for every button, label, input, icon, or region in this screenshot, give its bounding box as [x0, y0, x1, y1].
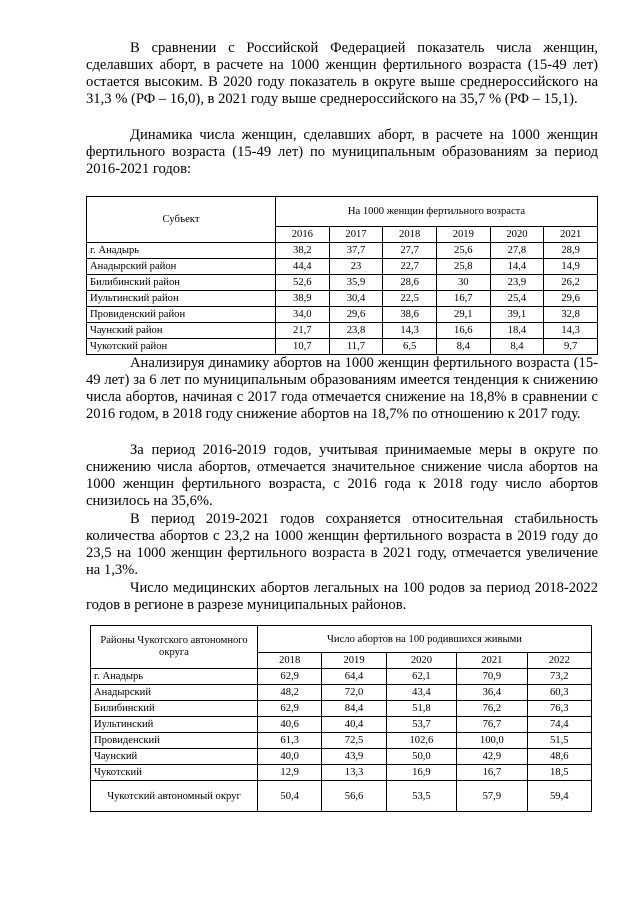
cell: 23,9 — [490, 275, 544, 291]
cell: 36,4 — [457, 685, 527, 701]
row-name: Чукотский — [91, 765, 258, 781]
cell: 34,0 — [276, 307, 330, 323]
cell: 44,4 — [276, 259, 330, 275]
table-row — [87, 259, 598, 275]
cell: 72,5 — [322, 733, 386, 749]
cell: 39,1 — [490, 307, 544, 323]
table-row — [91, 669, 592, 685]
cell: 14,3 — [383, 323, 437, 339]
cell: 43,4 — [386, 685, 456, 701]
cell: 60,3 — [527, 685, 591, 701]
row-name: Провиденский район — [87, 307, 276, 323]
cell: 38,2 — [276, 243, 330, 259]
cell: 27,8 — [490, 243, 544, 259]
table-row — [91, 733, 592, 749]
table-row — [87, 243, 598, 259]
paragraph-table2-intro: Число медицинских абортов легальных на 100 родов за период 2018-2022 годов в регионе в разрезе муниципальных районов. — [86, 580, 598, 613]
row-name: Чаунский — [91, 749, 258, 765]
paragraph-2016-2019: За период 2016-2019 годов, учитывая принимаемые меры в округе по снижению числа абортов, отмечается значительное снижение числа абортов на 1000 женщин фертильного возраста, с 2016 года к 2018 году число абортов снизилось на 35,6%. — [86, 442, 598, 509]
year-header: 2018 — [383, 227, 437, 243]
cell: 28,9 — [544, 243, 598, 259]
year-header: 2016 — [276, 227, 330, 243]
cell: 23 — [329, 259, 383, 275]
cell: 16,7 — [457, 765, 527, 781]
cell: 52,6 — [276, 275, 330, 291]
cell: 74,4 — [527, 717, 591, 733]
cell: 76,2 — [457, 701, 527, 717]
cell: 40,6 — [258, 717, 322, 733]
cell: 40,0 — [258, 749, 322, 765]
cell: 14,3 — [544, 323, 598, 339]
year-header: 2017 — [329, 227, 383, 243]
row-name: Чукотский район — [87, 339, 276, 355]
table-row — [91, 685, 592, 701]
cell: 30 — [436, 275, 490, 291]
cell: 38,6 — [383, 307, 437, 323]
cell: 84,4 — [322, 701, 386, 717]
cell: 48,6 — [527, 749, 591, 765]
paragraph-dynamics-intro: Динамика числа женщин, сделавших аборт, в расчете на 1000 женщин фертильного возраста (15-49 лет) по муниципальным образованиям за период 2016-2021 годов: — [86, 127, 598, 177]
cell: 11,7 — [329, 339, 383, 355]
row-name: Иультинский район — [87, 291, 276, 307]
table-row — [91, 749, 592, 765]
table-row — [87, 307, 598, 323]
table-row — [91, 701, 592, 717]
row-name: Провиденский — [91, 733, 258, 749]
table-row — [91, 765, 592, 781]
cell: 72,0 — [322, 685, 386, 701]
cell: 62,1 — [386, 669, 456, 685]
cell: 38,9 — [276, 291, 330, 307]
cell: 30,4 — [329, 291, 383, 307]
cell: 62,9 — [258, 701, 322, 717]
cell: 61,3 — [258, 733, 322, 749]
table-row-total — [91, 781, 592, 812]
cell: 29,6 — [544, 291, 598, 307]
year-header: 2020 — [386, 653, 456, 669]
district-header: Районы Чукотского автономного округа — [91, 626, 258, 669]
year-header: 2020 — [490, 227, 544, 243]
cell: 25,6 — [436, 243, 490, 259]
row-name: Чаунский район — [87, 323, 276, 339]
cell: 16,6 — [436, 323, 490, 339]
cell: 9,7 — [544, 339, 598, 355]
cell: 43,9 — [322, 749, 386, 765]
cell: 10,7 — [276, 339, 330, 355]
cell: 70,9 — [457, 669, 527, 685]
cell: 73,2 — [527, 669, 591, 685]
cell: 76,3 — [527, 701, 591, 717]
cell: 42,9 — [457, 749, 527, 765]
cell: 28,6 — [383, 275, 437, 291]
cell: 35,9 — [329, 275, 383, 291]
cell: 25,8 — [436, 259, 490, 275]
cell: 26,2 — [544, 275, 598, 291]
row-name: Билибинский район — [87, 275, 276, 291]
cell: 8,4 — [490, 339, 544, 355]
cell: 37,7 — [329, 243, 383, 259]
group-header: Число абортов на 100 родившихся живыми — [258, 626, 592, 653]
cell: 64,4 — [322, 669, 386, 685]
cell: 16,9 — [386, 765, 456, 781]
cell: 50,4 — [258, 781, 322, 812]
cell: 29,1 — [436, 307, 490, 323]
year-header: 2019 — [322, 653, 386, 669]
cell: 14,9 — [544, 259, 598, 275]
row-name: Анадырский — [91, 685, 258, 701]
cell: 53,5 — [386, 781, 456, 812]
subject-header: Субъект — [87, 197, 276, 243]
year-header: 2021 — [457, 653, 527, 669]
cell: 29,6 — [329, 307, 383, 323]
cell: 57,9 — [457, 781, 527, 812]
cell: 51,8 — [386, 701, 456, 717]
paragraph-comparison-rf: В сравнении с Российской Федерацией показатель числа женщин, сделавших аборт, в расчете на 1000 женщин фертильного возраста (15-49 лет) остается высоким. В 2020 году показатель в округе выше среднероссийского на 31,3 % (РФ – 16,0), в 2021 году выше среднероссийского на 35,7 % (РФ – 15,1). — [86, 40, 598, 107]
cell: 100,0 — [457, 733, 527, 749]
cell: 102,6 — [386, 733, 456, 749]
row-name: Билибинский — [91, 701, 258, 717]
row-name: Иультинский — [91, 717, 258, 733]
cell: 76,7 — [457, 717, 527, 733]
table-row — [87, 275, 598, 291]
abortions-per-100-births-table — [90, 625, 592, 812]
cell: 40,4 — [322, 717, 386, 733]
cell: 18,4 — [490, 323, 544, 339]
year-header: 2019 — [436, 227, 490, 243]
paragraph-analysis: Анализируя динамику абортов на 1000 женщин фертильного возраста (15-49 лет) за 6 лет по муниципальным образованиям имеется тенденция к снижению числа абортов, начиная с 2017 года отмечается снижение на 18,8% в сравнении с 2016 годом, в 2018 году снижение абортов на 18,7% по отношению к 2017 году. — [86, 355, 598, 422]
table-row — [91, 717, 592, 733]
cell: 22,7 — [383, 259, 437, 275]
row-name: Анадырский район — [87, 259, 276, 275]
cell: 14,4 — [490, 259, 544, 275]
cell: 62,9 — [258, 669, 322, 685]
abortion-rate-table-2016-2021 — [86, 196, 598, 355]
row-name: Чукотский автономный округ — [91, 781, 258, 812]
cell: 32,8 — [544, 307, 598, 323]
table-row — [87, 291, 598, 307]
year-header: 2022 — [527, 653, 591, 669]
cell: 27,7 — [383, 243, 437, 259]
cell: 53,7 — [386, 717, 456, 733]
cell: 6,5 — [383, 339, 437, 355]
cell: 25,4 — [490, 291, 544, 307]
cell: 8,4 — [436, 339, 490, 355]
cell: 22,5 — [383, 291, 437, 307]
cell: 18,5 — [527, 765, 591, 781]
row-name: г. Анадырь — [87, 243, 276, 259]
cell: 16,7 — [436, 291, 490, 307]
cell: 59,4 — [527, 781, 591, 812]
group-header: На 1000 женщин фертильного возраста — [276, 197, 598, 227]
paragraph-2019-2021: В период 2019-2021 годов сохраняется относительная стабильность количества абортов с 23,2 на 1000 женщин фертильного возраста в 2019 году до 23,5 на 1000 женщин фертильного возраста в 2021 году, отмечается увеличение на 1,3%. — [86, 511, 598, 578]
cell: 51,5 — [527, 733, 591, 749]
table-row — [87, 339, 598, 355]
cell: 13,3 — [322, 765, 386, 781]
year-header: 2021 — [544, 227, 598, 243]
cell: 48,2 — [258, 685, 322, 701]
cell: 56,6 — [322, 781, 386, 812]
cell: 23,8 — [329, 323, 383, 339]
table-row — [87, 323, 598, 339]
cell: 12,9 — [258, 765, 322, 781]
cell: 50,0 — [386, 749, 456, 765]
row-name: г. Анадырь — [91, 669, 258, 685]
cell: 21,7 — [276, 323, 330, 339]
year-header: 2018 — [258, 653, 322, 669]
